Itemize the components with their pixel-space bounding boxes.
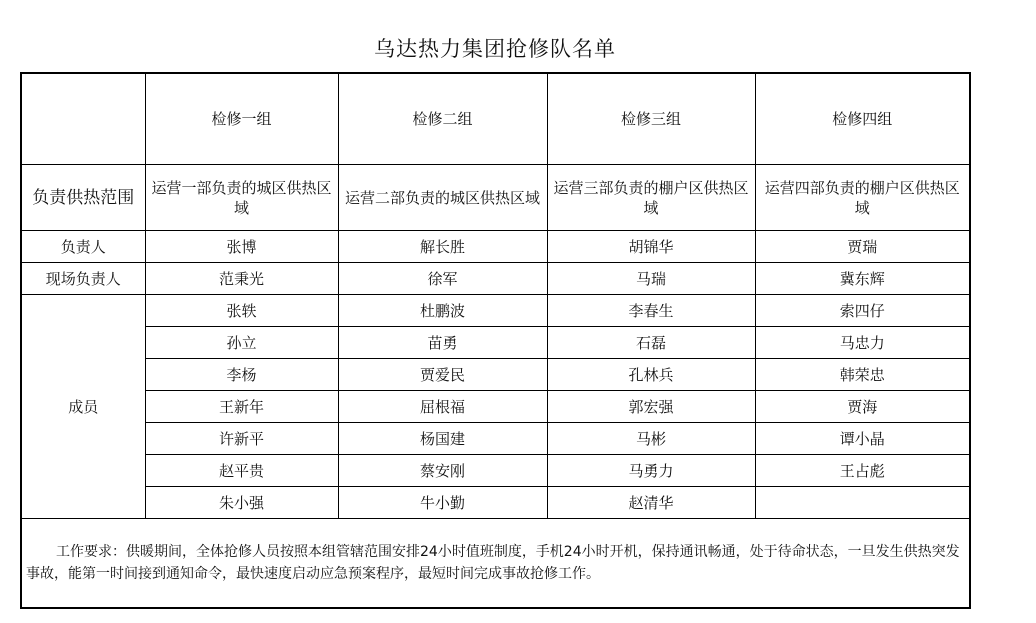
member-cell: 屈根福 — [338, 391, 547, 423]
header-row — [21, 73, 970, 165]
member-row — [21, 359, 970, 391]
member-cell: 索四仔 — [755, 295, 970, 327]
roster-table — [20, 72, 971, 609]
member-cell: 杨国建 — [338, 423, 547, 455]
scope-cell: 运营一部负责的城区供热区域 — [145, 165, 338, 231]
member-cell: 赵平贵 — [145, 455, 338, 487]
member-cell: 马勇力 — [547, 455, 755, 487]
site-leader-row — [21, 263, 970, 295]
scope-row — [21, 165, 970, 231]
member-cell: 马彬 — [547, 423, 755, 455]
member-cell: 韩荣忠 — [755, 359, 970, 391]
member-cell: 朱小强 — [145, 487, 338, 519]
member-cell: 杜鹏波 — [338, 295, 547, 327]
member-cell: 贾海 — [755, 391, 970, 423]
members-label: 成员 — [21, 295, 145, 519]
member-cell: 贾爱民 — [338, 359, 547, 391]
leader-row — [21, 231, 970, 263]
member-cell — [755, 487, 970, 519]
header-group-1: 检修一组 — [145, 73, 338, 165]
leader-cell: 贾瑞 — [755, 231, 970, 263]
member-row — [21, 423, 970, 455]
site-leader-cell: 冀东辉 — [755, 263, 970, 295]
scope-cell: 运营三部负责的棚户区供热区域 — [547, 165, 755, 231]
header-group-2: 检修二组 — [338, 73, 547, 165]
leader-cell: 张博 — [145, 231, 338, 263]
note-row — [21, 519, 970, 609]
member-cell: 牛小勤 — [338, 487, 547, 519]
member-cell: 王占彪 — [755, 455, 970, 487]
member-row — [21, 391, 970, 423]
member-cell: 李杨 — [145, 359, 338, 391]
member-cell: 石磊 — [547, 327, 755, 359]
work-requirements-text: 工作要求：供暖期间，全体抢修人员按照本组管辖范围安排24小时值班制度，手机24小时开机，保持通讯畅通，处于待命状态，一旦发生供热突发事故，能第一时间接到通知命令，最快速度启动应急预案程序，最短时间完成事故抢修工作。 — [26, 544, 960, 582]
scope-cell: 运营四部负责的棚户区供热区域 — [755, 165, 970, 231]
member-cell: 李春生 — [547, 295, 755, 327]
member-cell: 苗勇 — [338, 327, 547, 359]
member-cell: 许新平 — [145, 423, 338, 455]
leader-cell: 解长胜 — [338, 231, 547, 263]
site-leader-cell: 范秉光 — [145, 263, 338, 295]
header-group-3: 检修三组 — [547, 73, 755, 165]
member-row — [21, 455, 970, 487]
member-row — [21, 487, 970, 519]
member-row — [21, 327, 970, 359]
member-cell: 张轶 — [145, 295, 338, 327]
member-cell: 赵清华 — [547, 487, 755, 519]
site-leader-label: 现场负责人 — [21, 263, 145, 295]
member-cell: 孔林兵 — [547, 359, 755, 391]
member-row — [21, 295, 970, 327]
scope-cell: 运营二部负责的城区供热区域 — [338, 165, 547, 231]
header-corner-cell — [21, 73, 145, 165]
member-cell: 谭小晶 — [755, 423, 970, 455]
member-cell: 马忠力 — [755, 327, 970, 359]
site-leader-cell: 马瑞 — [547, 263, 755, 295]
member-cell: 王新年 — [145, 391, 338, 423]
member-cell: 蔡安刚 — [338, 455, 547, 487]
site-leader-cell: 徐军 — [338, 263, 547, 295]
document-title: 乌达热力集团抢修队名单 — [374, 37, 616, 61]
leader-label: 负责人 — [21, 231, 145, 263]
member-cell: 郭宏强 — [547, 391, 755, 423]
scope-label: 负责供热范围 — [21, 165, 145, 231]
header-group-4: 检修四组 — [755, 73, 970, 165]
member-cell: 孙立 — [145, 327, 338, 359]
leader-cell: 胡锦华 — [547, 231, 755, 263]
work-requirements-note — [21, 519, 970, 609]
